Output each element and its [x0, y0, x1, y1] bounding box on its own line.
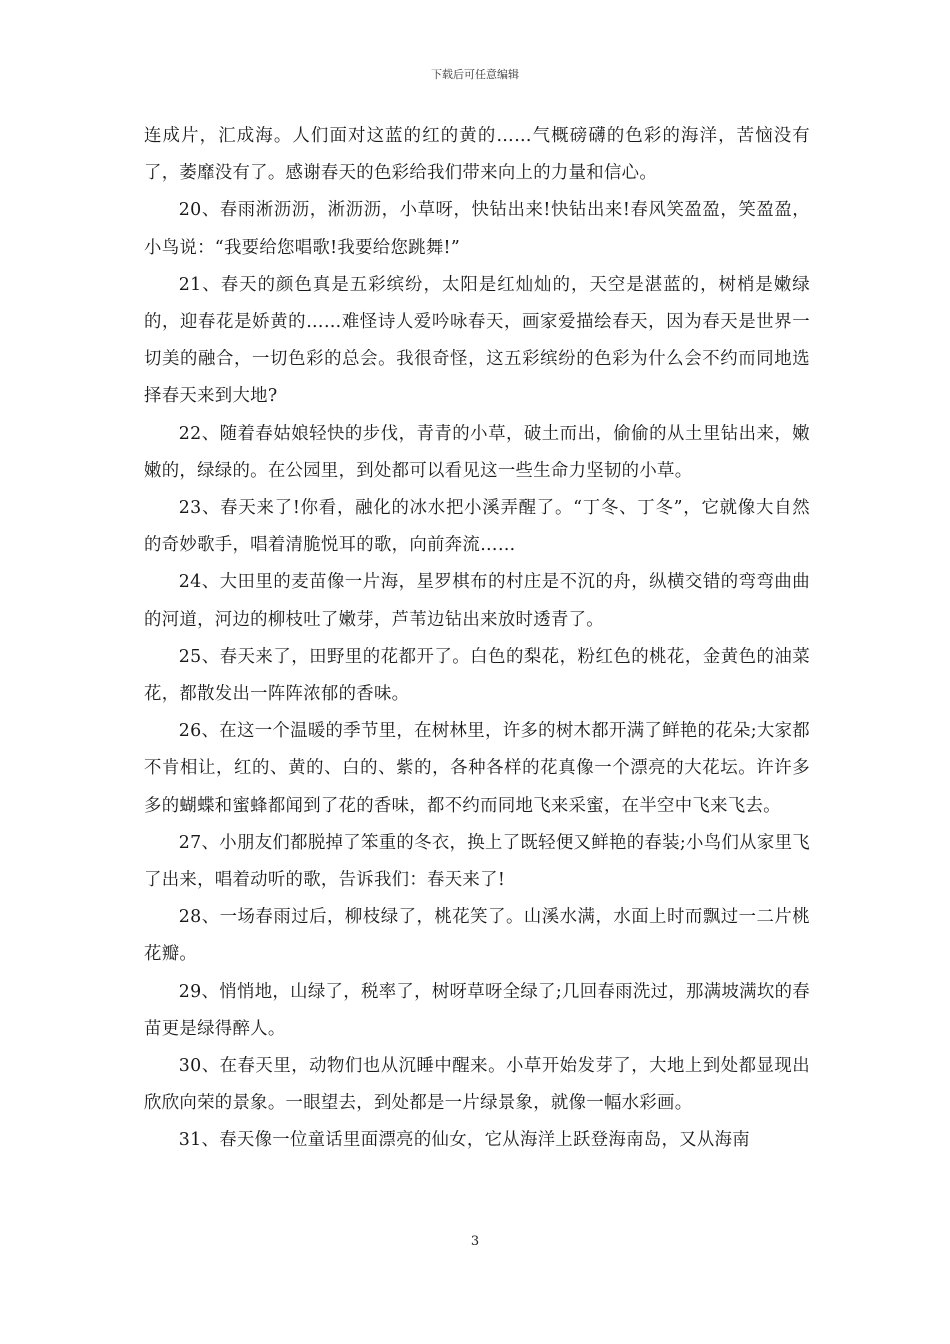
- paragraph-28: 28、一场春雨过后，柳枝绿了，桃花笑了。山溪水满，水面上时而飘过一二片桃花瓣。: [144, 907, 810, 965]
- paragraph-30: 30、在春天里，动物们也从沉睡中醒来。小草开始发芽了，大地上到处都显现出欣欣向荣的景象。一眼望去，到处都是一片绿景象，就像一幅水彩画。: [144, 1056, 810, 1114]
- paragraph-24: 24、大田里的麦苗像一片海，星罗棋布的村庄是不沉的舟，纵横交错的弯弯曲曲的河道，河边的柳枝吐了嫩芽，芦苇边钻出来放时透青了。: [144, 572, 810, 630]
- page-header-note: 下载后可任意编辑: [431, 68, 519, 81]
- paragraph-29: 29、悄悄地，山绿了，税率了，树呀草呀全绿了;几回春雨洗过，那满坡满坎的春苗更是绿得醉人。: [144, 981, 810, 1039]
- page-number: 3: [470, 1234, 480, 1249]
- body-text: [144, 118, 810, 1160]
- paragraph-continuation: 连成片，汇成海。人们面对这蓝的红的黄的……气概磅礴的色彩的海洋，苦恼没有了，萎靡没有了。感谢春天的色彩给我们带来向上的力量和信心。: [144, 126, 810, 184]
- paragraph-22: 22、随着春姑娘轻快的步伐，青青的小草，破土而出，偷偷的从土里钻出来，嫩嫩的，绿绿的。在公园里，到处都可以看见这一些生命力坚韧的小草。: [144, 423, 810, 481]
- paragraph-25: 25、春天来了，田野里的花都开了。白色的梨花，粉红色的桃花，金黄色的油菜花，都散发出一阵阵浓郁的香味。: [144, 646, 810, 705]
- paragraph-23: 23、春天来了!你看，融化的冰水把小溪弄醒了。“丁冬、丁冬”，它就像大自然的奇妙歌手，唱着清脆悦耳的歌，向前奔流……: [144, 498, 810, 556]
- paragraph-31: 31、春天像一位童话里面漂亮的仙女，它从海洋上跃登海南岛，又从海南: [178, 1130, 750, 1151]
- paragraph-20: 20、春雨淅沥沥，淅沥沥，小草呀，快钻出来!快钻出来!春风笑盈盈，笑盈盈，小鸟说：“我要给您唱歌!我要给您跳舞!”: [144, 200, 810, 258]
- paragraph-27: 27、小朋友们都脱掉了笨重的冬衣，换上了既轻便又鲜艳的春装;小鸟们从家里飞了出来，唱着动听的歌，告诉我们：春天来了!: [144, 832, 810, 891]
- paragraph-26: 26、在这一个温暖的季节里，在树林里，许多的树木都开满了鲜艳的花朵;大家都不肯相让，红的、黄的、白的、紫的，各种各样的花真像一个漂亮的大花坛。许许多多的蝴蝶和蜜蜂都闻到了花的香味，都不约而同地飞来采蜜，在半空中飞来飞去。: [144, 721, 810, 816]
- paragraph-21: 21、春天的颜色真是五彩缤纷，太阳是红灿灿的，天空是湛蓝的，树梢是嫩绿的，迎春花是娇黄的……难怪诗人爱吟咏春天，画家爱描绘春天，因为春天是世界一切美的融合，一切色彩的总会。我很奇怪，这五彩缤纷的色彩为什么会不约而同地选择春天来到大地?: [144, 274, 810, 407]
